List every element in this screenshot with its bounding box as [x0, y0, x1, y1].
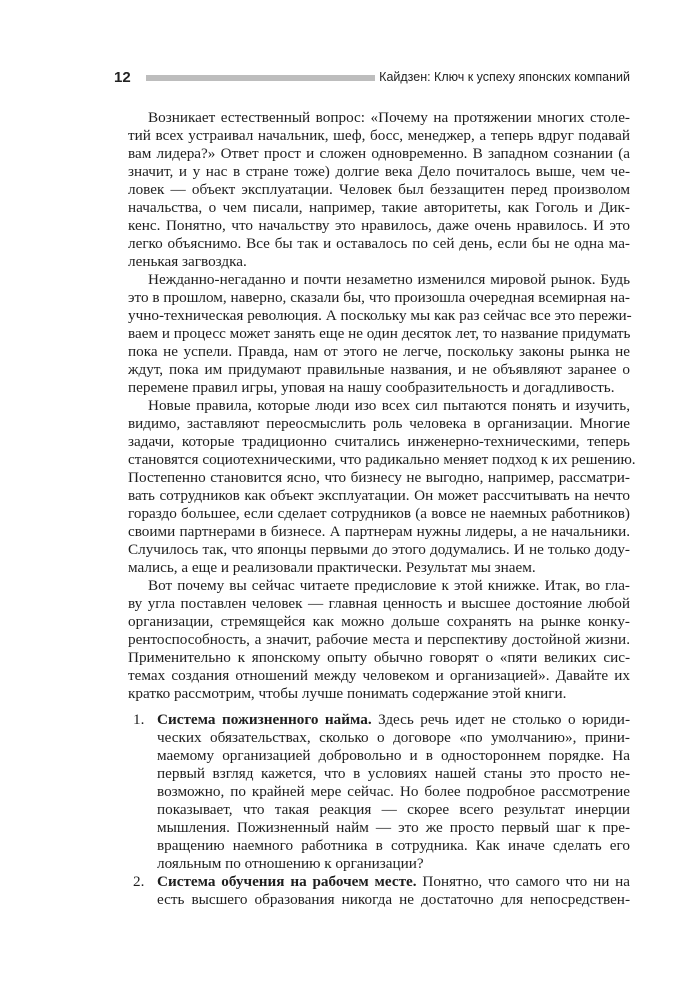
text-line: ческих обязательствах, сколько о договоре «по умолчанию», прини-: [157, 729, 630, 746]
text-line: Нежданно-негаданно и почти незаметно изменился мировой рынок. Будь: [148, 271, 630, 288]
text-line: Постепенно становится ясно, что бизнесу не выгодно, например, рассматри-: [128, 469, 630, 486]
list-item-text: Здесь речь идет не столько о юриди-: [371, 711, 630, 728]
text-line: ждут, пока им придумают правильные названия, и не объявляют заранее о: [128, 361, 630, 378]
text-line: организации, стремящейся как можно дольше сохранять на рынке конку-: [128, 613, 630, 630]
text-line: становятся социотехническими, что радикально меняет подход к их решению.: [128, 451, 636, 468]
text-line: ву угла поставлен человек — главная ценность и высшее достояние любой: [128, 595, 630, 612]
text-line: рентоспособность, а значит, рабочие места и перспективу достойной жизни.: [128, 631, 630, 648]
page-number: 12: [114, 69, 131, 86]
running-title: Кайдзен: Ключ к успеху японских компаний: [379, 70, 630, 84]
header-rule: [146, 75, 375, 81]
list-number: 1.: [133, 711, 145, 728]
text-line: есть высшего образования никогда не достаточно для непосредствен-: [157, 891, 630, 908]
list-item: [128, 711, 630, 873]
list-item-text: Понятно, что самого что ни на: [416, 873, 630, 890]
text-line: кенс. Понятно, что начальству это нравилось, даже очень нравилось. И это: [128, 217, 630, 234]
paragraph: [128, 109, 630, 271]
text-line: [157, 873, 630, 891]
text-line: Вот почему вы сейчас читаете предисловие к этой книжке. Итак, во гла-: [148, 577, 630, 594]
text-line: начальства, о чем писали, например, такие авторитеты, как Гоголь и Дик-: [128, 199, 630, 216]
text-line: это в прошлом, наверно, сказали бы, что произошла очередная всемирная на-: [128, 289, 630, 306]
list-item-title: Система пожизненного найма.: [157, 711, 372, 728]
text-line: возможно, по крайней мере сейчас. Но более подробное рассмотрение: [157, 783, 630, 800]
text-line: показывает, что такая реакция — скорее всего результат инерции: [157, 801, 630, 818]
text-line: кратко рассмотрим, чтобы лучше понимать содержание этой книги.: [128, 685, 567, 702]
text-line: гораздо большее, если сделает сотрудников (а вовсе не наемных работников): [128, 505, 630, 522]
list-item-title: Система обучения на рабочем месте.: [157, 873, 417, 890]
text-line: пока не успели. Правда, нам от этого не легче, поскольку законы рынка не: [128, 343, 630, 360]
text-line: ленькая загвоздка.: [128, 253, 247, 270]
text-line: перемене правил игры, уповая на нашу сообразительность и догадливость.: [128, 379, 615, 396]
text-line: Возникает естественный вопрос: «Почему на протяжении многих столе-: [148, 109, 630, 126]
text-line: тий всех устраивал начальник, шеф, босс, менеджер, а теперь вдруг подавай: [128, 127, 630, 144]
text-line: темах создания отношений между человеком и организацией». Давайте их: [128, 667, 630, 684]
list-item: [128, 873, 630, 909]
text-line: лояльным по отношению к организации?: [157, 855, 424, 872]
text-line: видимо, заставляют переосмыслить роль человека в организации. Многие: [128, 415, 630, 432]
text-line: мались, а еще и реализовали практически. Результат мы знаем.: [128, 559, 536, 576]
list-number: 2.: [133, 873, 145, 890]
text-line: учно-техническая революция. А поскольку мы как раз сейчас все это пережи-: [128, 307, 632, 324]
text-line: вать сотрудников как объект эксплуатации. Он может рассчитывать на нечто: [128, 487, 630, 504]
text-line: первый взгляд кажется, что в условиях нашей станы это просто не-: [157, 765, 630, 782]
text-line: Случилось так, что японцы первыми до этого додумались. И не только доду-: [128, 541, 630, 558]
text-line: ловек — объект эксплуатации. Человек был беззащитен перед произволом: [128, 181, 630, 198]
text-line: ваем и процесс может занять еще не один десяток лет, то название придумать: [128, 325, 631, 342]
text-line: легко объяснимо. Все бы так и оставалось по сей день, если бы не одна ма-: [128, 235, 630, 252]
body-text: [128, 109, 636, 703]
text-line: вам лидера?» Ответ прост и сложен одновременно. В западном сознании (а: [128, 145, 630, 162]
text-line: мышления. Пожизненный найм — это же просто первый шаг к пре-: [157, 819, 630, 836]
numbered-list: [128, 711, 630, 909]
text-line: задачи, которые традиционно считались инженерно-техническими, теперь: [128, 433, 630, 450]
paragraph: [128, 397, 636, 577]
text-line: своими партнерами в бизнесе. А партнерам нужны лидеры, а не начальники.: [128, 523, 630, 540]
paragraph: [128, 271, 630, 397]
paragraph: [128, 577, 630, 703]
text-line: Новые правила, которые люди изо всех сил пытаются понять и изучить,: [148, 397, 630, 414]
text-line: маемому организацией добровольно и в одностороннем порядке. На: [157, 747, 630, 764]
text-line: вращению наемного работника в сотрудника. Как иначе сделать его: [157, 837, 630, 854]
text-line: [157, 711, 630, 729]
text-line: Применительно к японскому опыту обычно говорят о «пяти великих сис-: [128, 649, 630, 666]
text-line: значит, и у нас в стране тоже) долгие века Дело почиталось выше, чем че-: [128, 163, 630, 180]
